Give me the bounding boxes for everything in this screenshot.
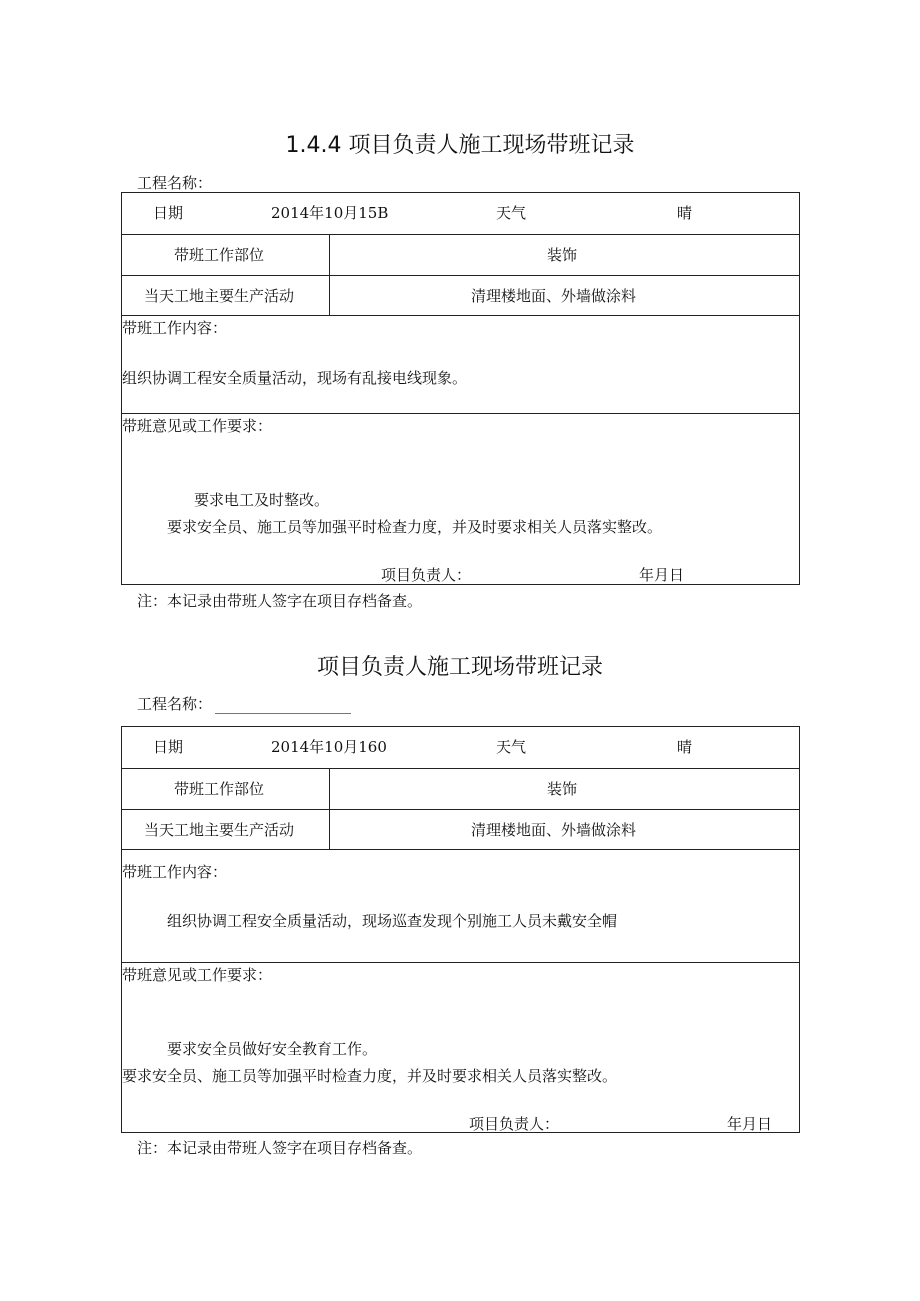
row-divider (121, 849, 800, 850)
opinion-label: 带班意见或工作要求： (122, 966, 273, 984)
sign-date: 年月日 (727, 1115, 773, 1133)
column-divider (329, 234, 330, 315)
content-text: 组织协调工程安全质量活动，现场有乱接电线现象。 (122, 369, 468, 387)
activity-label: 当天工地主要生产活动 (144, 821, 295, 839)
date-value: 2014年10月160 (271, 738, 387, 756)
record-title: 1.4.4 项目负责人施工现场带班记录 (285, 133, 635, 158)
sign-date: 年月日 (639, 566, 685, 584)
column-divider (329, 768, 330, 849)
content-text: 组织协调工程安全质量活动，现场巡查发现个别施工人员未戴安全帽 (167, 912, 618, 930)
weather-value: 晴 (677, 204, 693, 222)
weather-label: 天气 (496, 738, 527, 756)
footnote: 注：本记录由带班人签字在项目存档备查。 (137, 1139, 423, 1157)
row-divider (121, 413, 800, 414)
date-value: 2014年10月15B (271, 204, 389, 222)
project-name-blank[interactable] (215, 178, 334, 193)
project-name-label: 工程名称： (137, 174, 213, 192)
row-divider (121, 962, 800, 963)
activity-value: 清理楼地面、外墙做涂料 (471, 821, 637, 839)
date-label: 日期 (153, 738, 184, 756)
opinion-line: 要求安全员做好安全教育工作。 (167, 1040, 378, 1058)
opinion-label: 带班意见或工作要求： (122, 417, 273, 435)
signer-label: 项目负责人： (381, 566, 472, 584)
activity-label: 当天工地主要生产活动 (144, 287, 295, 305)
row-divider (121, 768, 800, 769)
content-label: 带班工作内容： (122, 863, 228, 881)
project-name-field (137, 693, 351, 714)
content-label: 带班工作内容： (122, 319, 228, 337)
footnote: 注：本记录由带班人签字在项目存档备查。 (137, 592, 423, 610)
row-divider (121, 275, 800, 276)
weather-value: 晴 (677, 738, 693, 756)
weather-label: 天气 (496, 204, 527, 222)
signer-label: 项目负责人： (469, 1115, 560, 1133)
project-name-label: 工程名称： (137, 695, 213, 713)
position-value: 装饰 (547, 246, 578, 264)
opinion-line: 要求安全员、施工员等加强平时检查力度，并及时要求相关人员落实整改。 (167, 518, 663, 536)
row-divider (121, 315, 800, 316)
position-value: 装饰 (547, 780, 578, 798)
row-divider (121, 809, 800, 810)
project-name-blank[interactable] (215, 699, 351, 714)
position-label: 带班工作部位 (174, 780, 265, 798)
project-name-field (137, 172, 334, 193)
row-divider (121, 234, 800, 235)
activity-value: 清理楼地面、外墙做涂料 (471, 287, 637, 305)
position-label: 带班工作部位 (174, 246, 265, 264)
date-label: 日期 (153, 204, 184, 222)
record-title: 项目负责人施工现场带班记录 (316, 655, 603, 680)
opinion-line: 要求安全员、施工员等加强平时检查力度，并及时要求相关人员落实整改。 (122, 1067, 618, 1085)
opinion-line: 要求电工及时整改。 (194, 491, 330, 509)
